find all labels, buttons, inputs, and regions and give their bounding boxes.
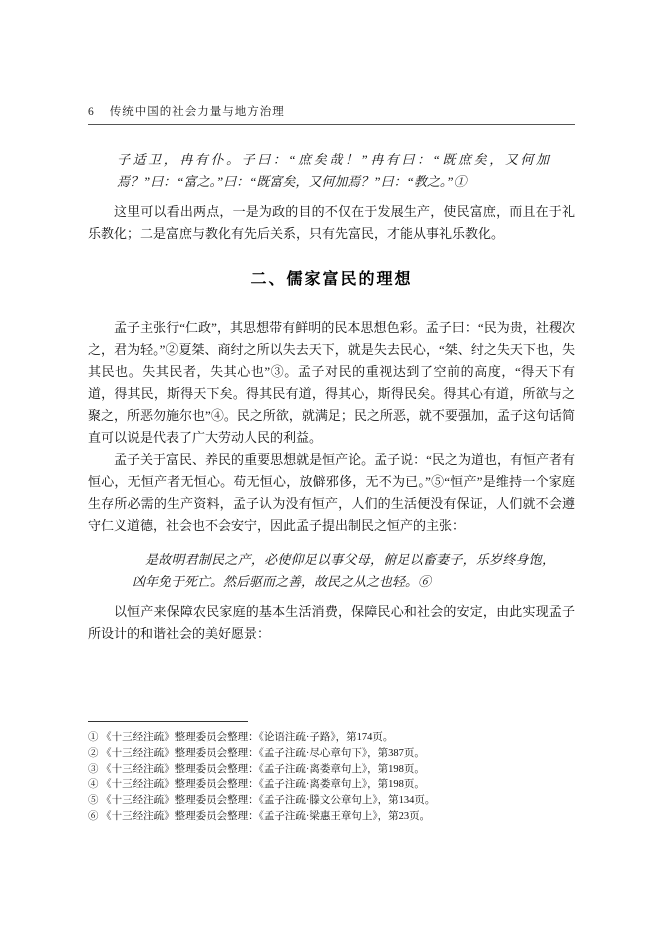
paragraph-1: 这里可以看出两点，一是为政的目的不仅在于发展生产，使民富庶，而且在于礼乐教化；二是富庶与教化有先后关系，只有先富民，才能从事礼乐教化。 [88,204,575,241]
footnote-3: ③ 《十三经注疏》整理委员会整理：《孟子注疏·离娄章句上》，第198页。 [88,763,425,775]
section-heading: 二、儒家富民的理想 [250,271,413,288]
running-title: 传统中国的社会力量与地方治理 [109,106,285,118]
footnote-divider [88,721,248,722]
quotation-analects: 子适卫，冉有仆。子曰：“庶矣哉！”冉有曰：“既庶矣，又何加焉？”曰：“富之。”曰：“既富矣，又何加焉？”曰：“教之。”① [117,152,549,189]
footnotes-section [88,721,603,825]
footnote-1: ① 《十三经注疏》整理委员会整理：《论语注疏·子路》，第174页。 [88,732,394,743]
footnote-2: ② 《十三经注疏》整理委员会整理：《孟子注疏·尽心章句下》，第387页。 [88,747,425,759]
paragraph-3: 孟子关于富民、养民的重要思想就是恒产论。孟子说：“民之为道也，有恒产者有恒心，无恒产者无恒心。苟无恒心，放僻邪侈，无不为已。”⑤“恒产”是维持一个家庭生存所必需的生产资料，孟子认为没有恒产，人们的生活便没有保证，人们就不会遵守仁义道德，社会也不会安宁，因此孟子提出制民之恒产的主张： [88,452,575,533]
footnote-6: ⑥ 《十三经注疏》整理委员会整理：《孟子注疏·梁惠王章句上》，第23页。 [88,810,431,822]
quotation-mencius: 是故明君制民之产，必使仰足以事父母，俯足以畜妻子，乐岁终身饱，凶年免于死亡。然后驱而之善，故民之从之也轻。⑥ [132,552,555,589]
paragraph-2: 孟子主张行“仁政”，其思想带有鲜明的民本思想色彩。孟子曰：“民为贵，社稷次之，君为轻。”②夏桀、商纣之所以失去天下，就是失去民心，“桀、纣之失天下也，失其民也。失其民者，失其心也”③。孟子对民的重视达到了空前的高度，“得天下有道，得其民，斯得天下矣。得其民有道，得其心，斯得民矣。得其心有道，所欲与之聚之，所恶勿施尔也”④。民之所欲，就满足；民之所恶，就不要强加，孟子这句话简直可以说是代表了广大劳动人民的利益。 [88,320,575,445]
footnote-4: ④ 《十三经注疏》整理委员会整理：《孟子注疏·离娄章句上》，第198页。 [88,779,425,791]
page-number: 6 [88,106,94,118]
page-header [88,103,575,125]
page-body [88,149,575,645]
footnote-5: ⑤ 《十三经注疏》整理委员会整理：《孟子注疏·滕文公章句上》，第134页。 [88,795,436,807]
paragraph-4: 以恒产来保障农民家庭的基本生活消费，保障民心和社会的安定，由此实现孟子所设计的和谐社会的美好愿景： [88,604,575,641]
